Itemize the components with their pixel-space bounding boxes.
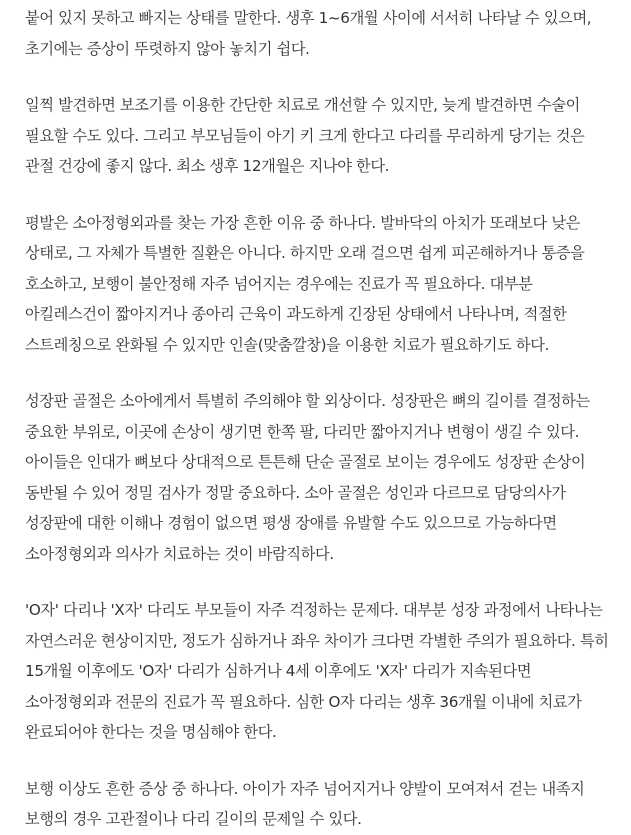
- paragraph-growth-plate-fracture: 성장판 골절은 소아에게서 특별히 주의해야 할 외상이다. 성장판은 뼈의 길이를 결정하는 중요한 부위로, 이곳에 손상이 생기면 한쪽 팔, 다리만 짧아지거나 변형이 생길 수 있다. 아이들은 인대가 뼈보다 상대적으로 튼튼해 단순 골절로 보이는 경우에도 성장판 손상이 동반될 수 있어 정밀 검사가 정말 중요하다. 소아 골절은 성인과 다르므로 담당의사가 성장판에 대한 이해나 경험이 없으면 평생 장애를 유발할 수도 있으므로 가능하다면 소아정형외과 의사가 치료하는 것이 바람직하다.: [25, 392, 590, 563]
- paragraph-bow-knock-legs: 'O자' 다리나 'X자' 다리도 부모들이 자주 걱정하는 문제다. 대부분 성장 과정에서 나타나는 자연스러운 현상이지만, 정도가 심하거나 좌우 차이가 크다면 각별한 주의가 필요하다. 특히 15개월 이후에도 'O자' 다리가 심하거나 4세 이후에도 'X자' 다리가 지속된다면 소아정형외과 전문의 진료가 꼭 필요하다. 심한 O자 다리는 생후 36개월 이내에 치료가 완료되어야 한다는 것을 명심해야 한다.: [25, 601, 609, 741]
- paragraph-hip-dysplasia-intro: 붙어 있지 못하고 빠지는 상태를 말한다. 생후 1~6개월 사이에 서서히 나타날 수 있으며, 초기에는 증상이 뚜렷하지 않아 놓치기 쉽다.: [25, 9, 592, 58]
- paragraph-hip-treatment: 일찍 발견하면 보조기를 이용한 간단한 치료로 개선할 수 있지만, 늦게 발견하면 수술이 필요할 수도 있다. 그리고 부모님들이 아기 키 크게 한다고 다리를 무리하게 당기는 것은 관절 건강에 좋지 않다. 최소 생후 12개월은 지나야 한다.: [25, 96, 585, 175]
- article-body: [25, 3, 610, 835]
- paragraph-gait-abnormality: 보행 이상도 흔한 증상 중 하나다. 아이가 자주 넘어지거나 양발이 모여져서 걷는 내족지 보행의 경우 고관절이나 다리 길이의 문제일 수 있다.: [25, 779, 585, 828]
- paragraph-flat-feet: 평발은 소아정형외과를 찾는 가장 흔한 이유 중 하나다. 발바닥의 아치가 또래보다 낮은 상태로, 그 자체가 특별한 질환은 아니다. 하지만 오래 걸으면 쉽게 피곤해하거나 통증을 호소하고, 보행이 불안정해 자주 넘어지는 경우에는 진료가 꼭 필요하다. 대부분 아킬레스건이 짧아지거나 종아리 근육이 과도하게 긴장된 상태에서 나타나며, 적절한 스트레칭으로 완화될 수 있지만 인솔(맞춤깔창)을 이용한 치료가 필요하기도 하다.: [25, 213, 585, 354]
